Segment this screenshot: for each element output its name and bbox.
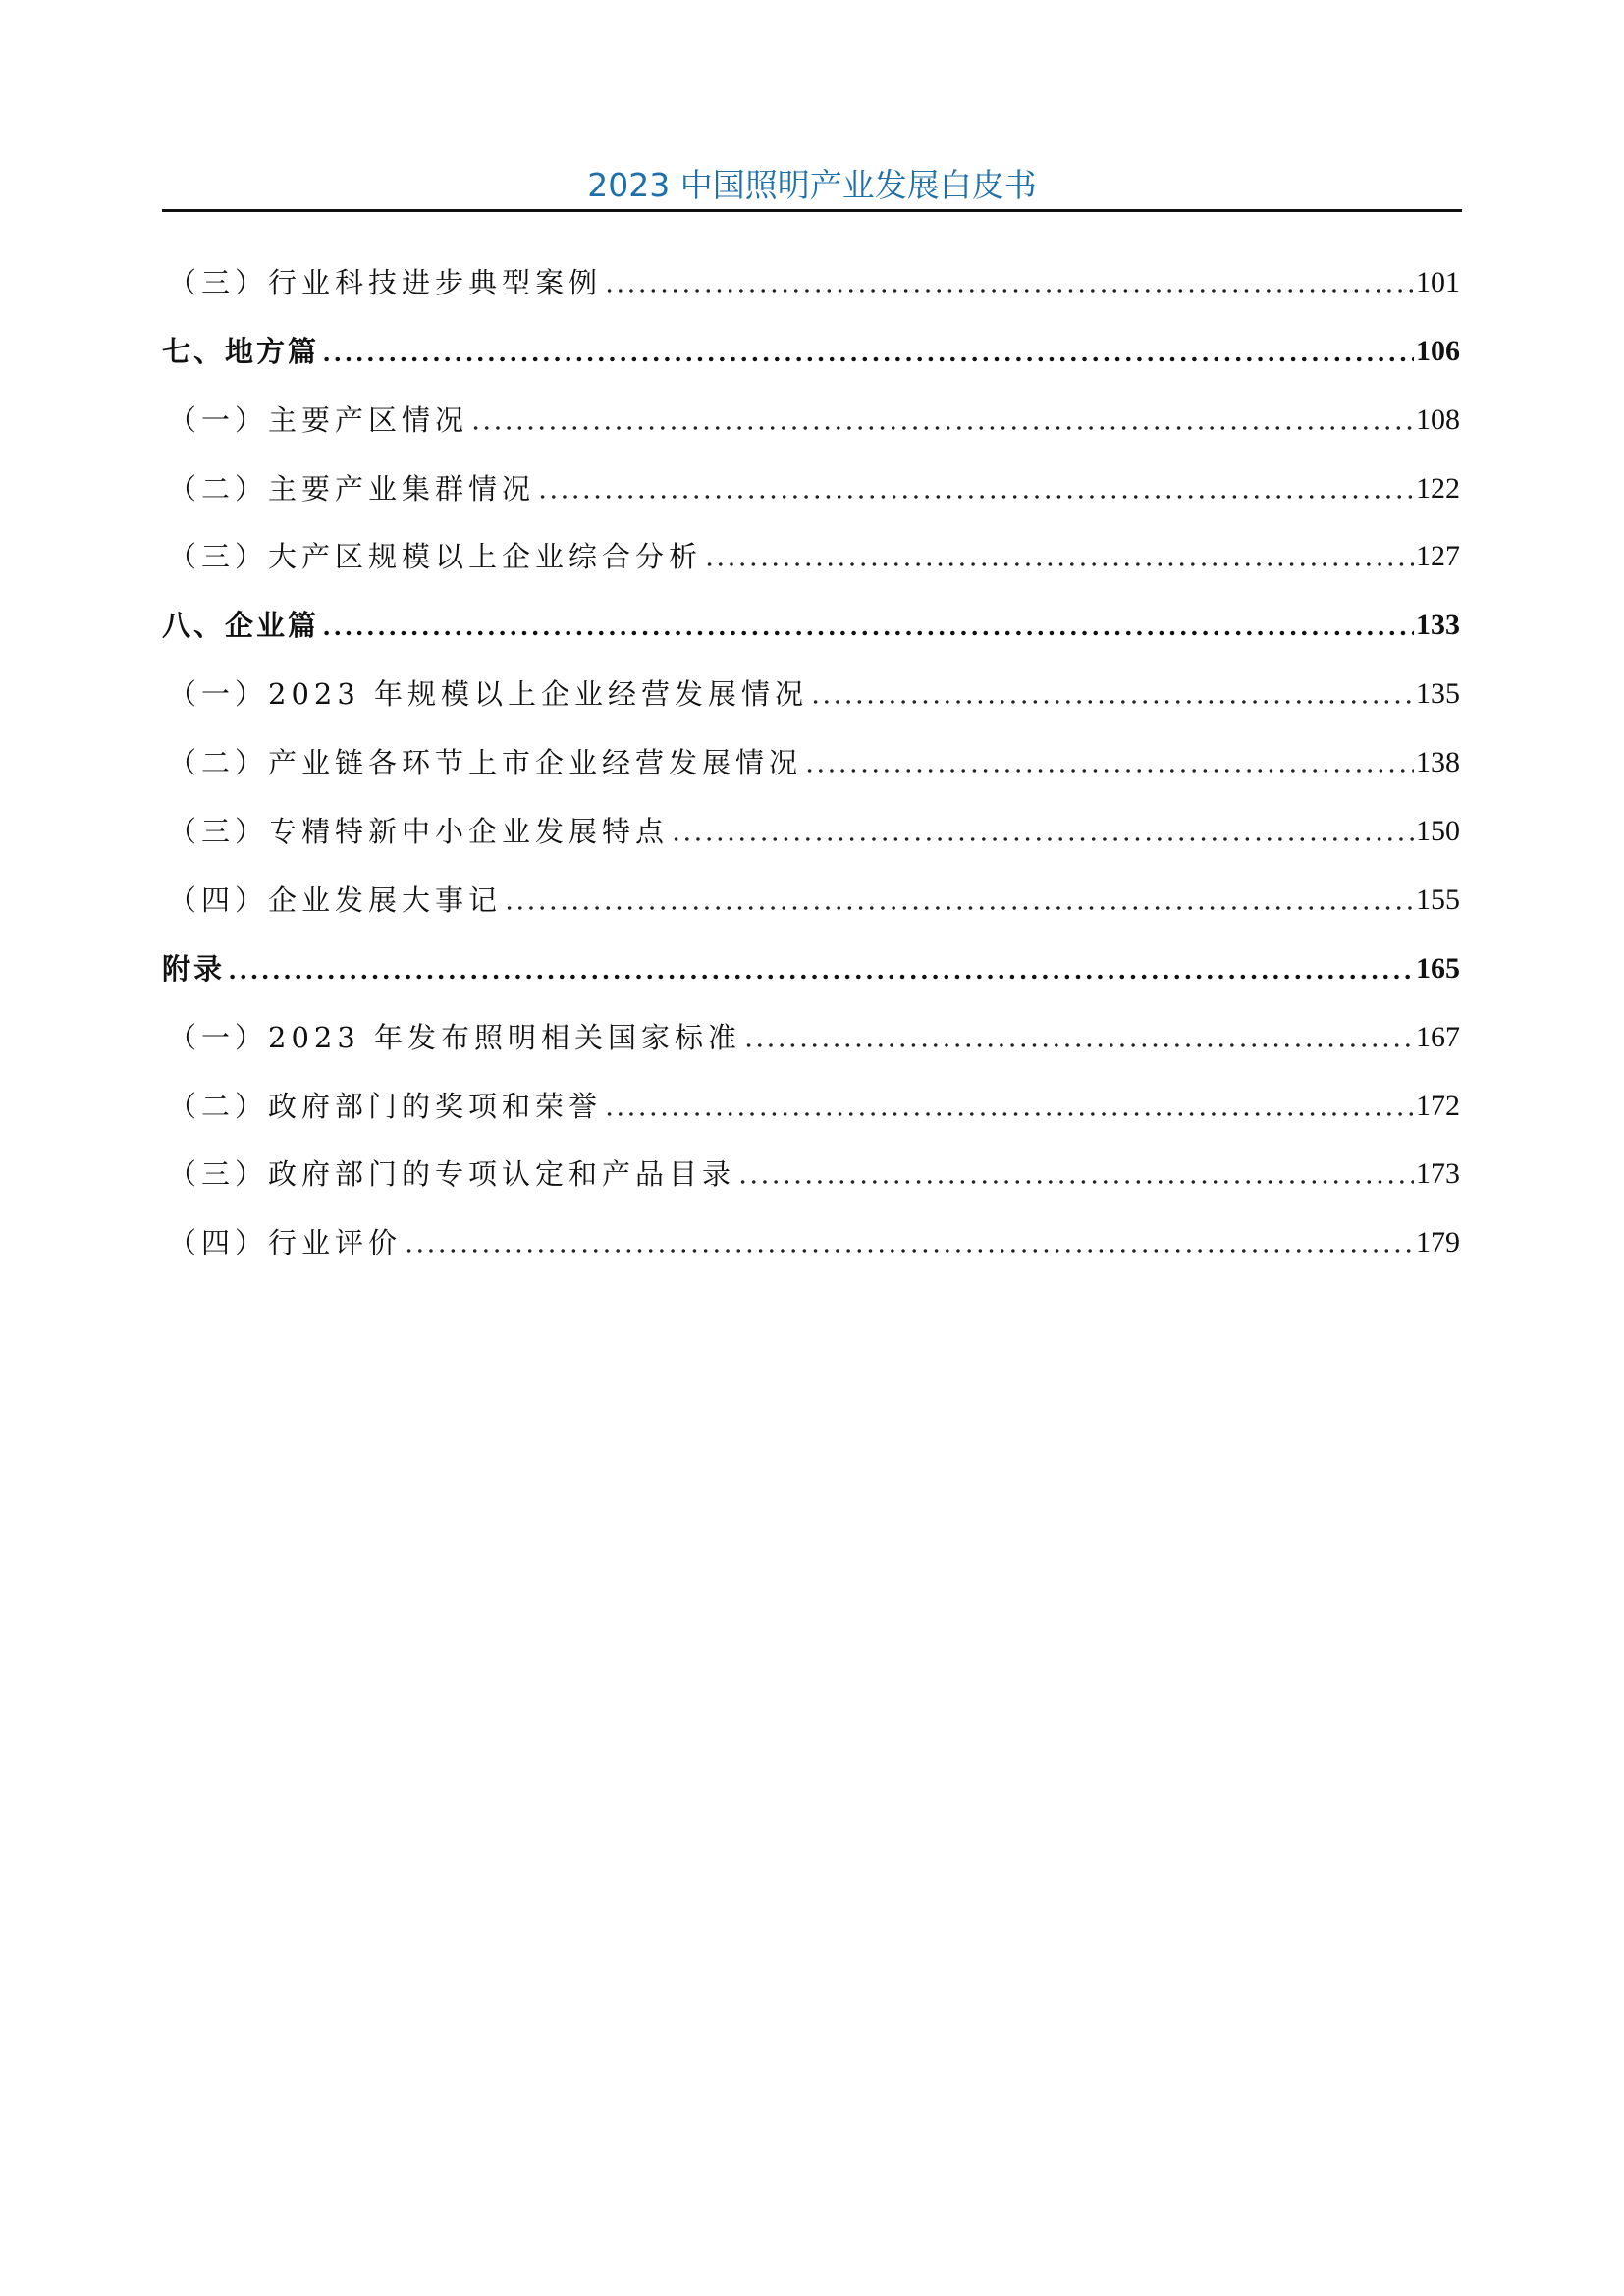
dot-leader [810, 699, 1414, 705]
toc-entry-page: 133 [1416, 609, 1460, 642]
toc-entry-page: 108 [1416, 402, 1460, 436]
toc-entry-label: 八、企业篇 [162, 609, 320, 643]
dot-leader [321, 356, 1414, 362]
toc-entry-page: 165 [1416, 951, 1460, 985]
toc-entry[interactable] [162, 371, 1460, 440]
dot-leader [604, 1111, 1414, 1117]
dot-leader [321, 630, 1414, 636]
dot-leader [737, 1179, 1414, 1185]
dot-leader [804, 768, 1414, 774]
running-header-title: 2023 中国照明产业发展白皮书 [587, 166, 1037, 204]
toc-entry[interactable] [162, 508, 1460, 577]
toc-entry-page: 101 [1416, 265, 1460, 298]
toc-entry-page: 173 [1416, 1157, 1460, 1191]
toc-entry-page: 127 [1416, 540, 1460, 573]
table-of-contents [162, 234, 1460, 1262]
dot-leader [704, 561, 1414, 567]
dot-leader [604, 288, 1414, 294]
toc-entry[interactable] [162, 1194, 1460, 1262]
dot-leader [227, 974, 1414, 980]
toc-entry[interactable] [162, 1126, 1460, 1195]
toc-entry-page: 172 [1416, 1089, 1460, 1122]
toc-entry-page: 155 [1416, 882, 1460, 916]
toc-entry[interactable] [162, 234, 1460, 302]
toc-entry-label: （二）产业链各环节上市企业经营发展情况 [168, 746, 803, 780]
toc-entry[interactable] [162, 714, 1460, 782]
toc-entry-label: （三）行业科技进步典型案例 [168, 265, 603, 299]
toc-entry[interactable] [162, 988, 1460, 1057]
toc-entry-label: （四）企业发展大事记 [168, 882, 503, 917]
toc-entry-label: （四）行业评价 [168, 1226, 403, 1260]
dot-leader [470, 425, 1414, 431]
toc-entry-label: （二）主要产业集群情况 [168, 471, 536, 506]
toc-entry-page: 122 [1416, 471, 1460, 505]
toc-entry[interactable] [162, 1057, 1460, 1126]
toc-entry-label: （一）2023 年规模以上企业经营发展情况 [168, 677, 809, 712]
toc-entry-label: （三）专精特新中小企业发展特点 [168, 815, 670, 849]
toc-entry-page: 135 [1416, 677, 1460, 711]
toc-entry-page: 150 [1416, 815, 1460, 848]
dot-leader [671, 836, 1414, 842]
toc-entry[interactable] [162, 440, 1460, 508]
toc-chapter-entry[interactable] [162, 576, 1460, 645]
toc-entry-label: （三）政府部门的专项认定和产品目录 [168, 1157, 736, 1192]
dot-leader [537, 494, 1414, 500]
toc-entry-page: 179 [1416, 1226, 1460, 1259]
toc-entry-label: 附录 [162, 951, 226, 986]
dot-leader [743, 1042, 1414, 1048]
toc-entry-label: （二）政府部门的奖项和荣誉 [168, 1089, 603, 1123]
toc-entry-page: 138 [1416, 746, 1460, 779]
toc-entry[interactable] [162, 645, 1460, 714]
toc-entry[interactable] [162, 851, 1460, 920]
toc-entry-label: （一）2023 年发布照明相关国家标准 [168, 1020, 742, 1054]
toc-entry-label: （一）主要产区情况 [168, 402, 469, 437]
toc-chapter-entry[interactable] [162, 302, 1460, 371]
toc-entry-page: 167 [1416, 1020, 1460, 1053]
dot-leader [504, 905, 1414, 911]
toc-entry-label: （三）大产区规模以上企业综合分析 [168, 540, 703, 574]
header-divider [162, 209, 1462, 212]
dot-leader [404, 1248, 1414, 1254]
toc-entry-page: 106 [1416, 334, 1460, 367]
toc-entry[interactable] [162, 782, 1460, 851]
toc-chapter-entry[interactable] [162, 920, 1460, 988]
toc-entry-label: 七、地方篇 [162, 334, 320, 368]
